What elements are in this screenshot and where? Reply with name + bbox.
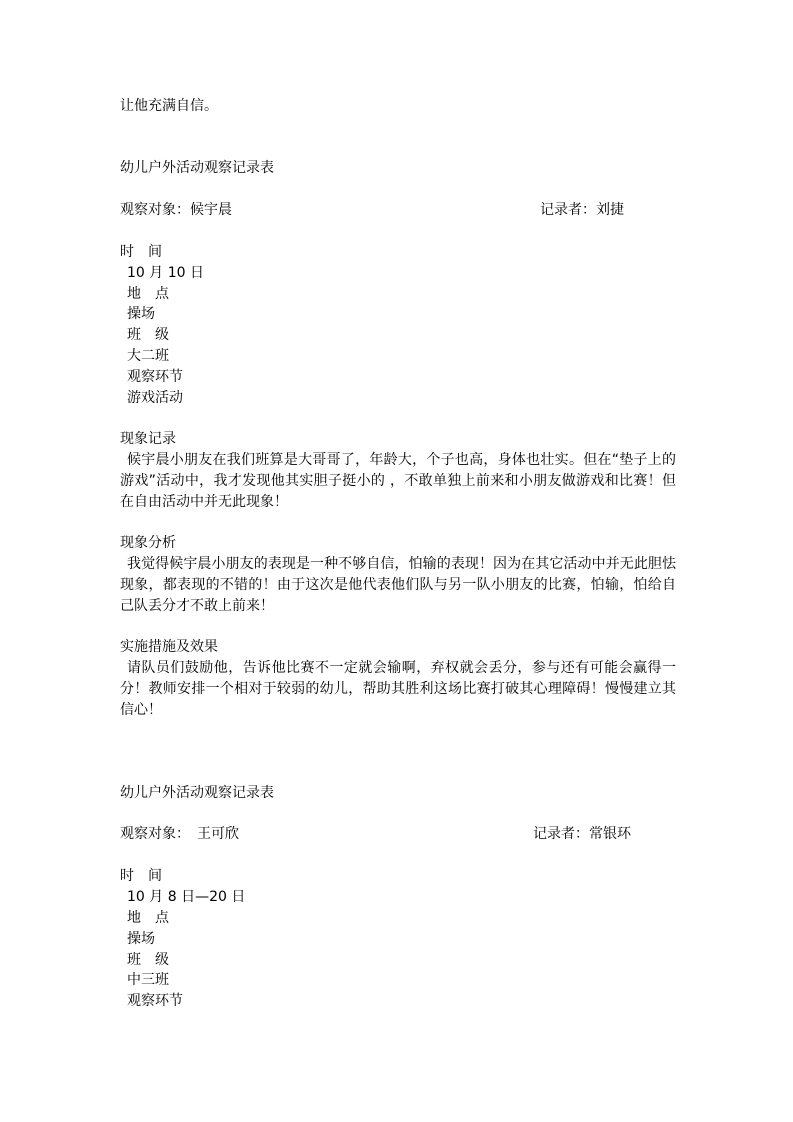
- record1-phenomenon-heading: 现象记录: [120, 431, 176, 447]
- record1-place-value: 操场: [127, 306, 155, 322]
- record2-title: 幼儿户外活动观察记录表: [120, 785, 274, 801]
- record2-place-value: 操场: [127, 931, 155, 947]
- record1-phenomenon-text: 候宇晨小朋友在我们班算是大哥哥了，年龄大，个子也高，身体也壮实。但在“垫子上的游戏”活动中，我才发现他其实胆子挺小的 ，不敢单独上前来和小朋友做游戏和比赛！但在自由活动中并无此现象！: [120, 452, 676, 510]
- record1-stage-value: 游戏活动: [127, 390, 183, 406]
- record1-measures-heading: 实施措施及效果: [120, 639, 218, 655]
- record2-recorder: 记录者：常银环: [533, 826, 631, 842]
- record1-time-label: 时 间: [120, 244, 162, 260]
- record1-measures-text: 请队员们鼓励他，告诉他比赛不一定就会输啊，弃权就会丢分，参与还有可能会赢得一分！教师安排一个相对于较弱的幼儿，帮助其胜利这场比赛打破其心理障碍！慢慢建立其信心！: [120, 660, 676, 718]
- record1-analysis-text: 我觉得候宇晨小朋友的表现是一种不够自信，怕输的表现！因为在其它活动中并无此胆怯现象，都表现的不错的！由于这次是他代表他们队与另一队小朋友的比赛，怕输，怕给自己队丢分才不敢上前来！: [120, 556, 676, 614]
- record2-place-label: 地 点: [127, 910, 169, 926]
- intro-text: 让他充满自信。: [120, 98, 218, 114]
- record2-class-value: 中三班: [127, 972, 169, 988]
- record1-title: 幼儿户外活动观察记录表: [120, 160, 274, 176]
- record2-class-label: 班 级: [127, 952, 169, 968]
- record2-time-label: 时 间: [120, 868, 162, 884]
- record2-stage-label: 观察环节: [127, 993, 183, 1009]
- record2-time-value: 10 月 8 日—20 日: [127, 889, 246, 905]
- record1-stage-label: 观察环节: [127, 369, 183, 385]
- record1-analysis-heading: 现象分析: [120, 535, 176, 551]
- record1-recorder: 记录者：刘捷: [540, 202, 624, 218]
- record1-subject: 观察对象：候宇晨: [120, 202, 232, 218]
- record1-class-label: 班 级: [127, 327, 169, 343]
- record1-class-value: 大二班: [127, 348, 169, 364]
- record1-time-value: 10 月 10 日: [127, 265, 204, 281]
- record2-subject: 观察对象： 王可欣: [120, 826, 239, 842]
- record1-place-label: 地 点: [127, 286, 169, 302]
